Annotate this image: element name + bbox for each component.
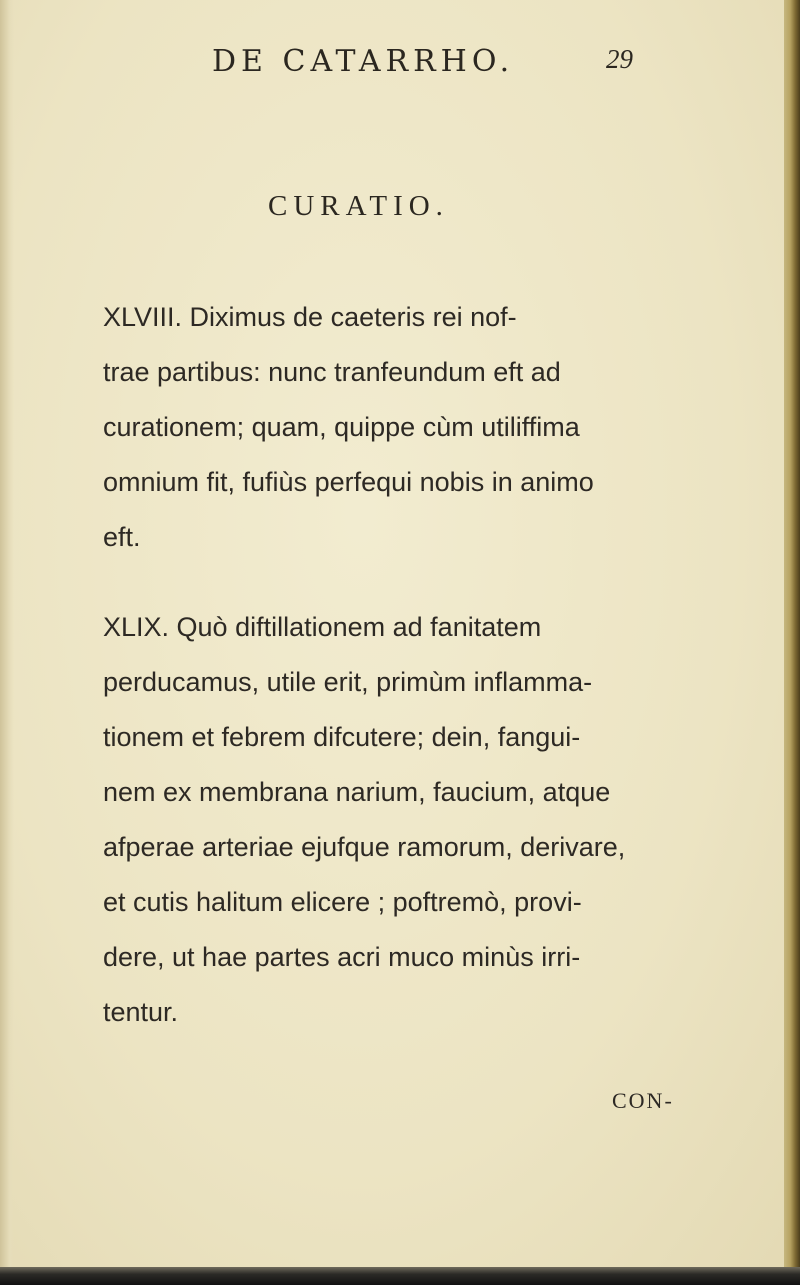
running-header	[0, 44, 800, 84]
text-line: XLIX. Quò diftillationem ad fanitatem	[103, 612, 542, 642]
text-line: dere, ut hae partes acri muco minùs irri-	[103, 942, 581, 972]
text-line: afperae arteriae ejufque ramorum, derivare,	[103, 832, 626, 862]
text-line: curationem; quam, quippe cùm utiliffima	[103, 412, 580, 442]
text-line: XLVIII. Diximus de caeteris rei nof-	[103, 302, 517, 332]
page-left-edge	[0, 0, 14, 1285]
page-bottom-edge	[0, 1267, 800, 1285]
text-line: omnium fit, fufiùs perfequi nobis in animo	[103, 467, 594, 497]
text-line: trae partibus: nunc tranfeundum eft ad	[103, 357, 561, 387]
page-number: 29	[606, 44, 633, 74]
text-line: perducamus, utile erit, primùm inflamma-	[103, 667, 593, 697]
section-heading: CURATIO.	[268, 190, 449, 222]
text-line: eft.	[103, 522, 141, 552]
catchword: CON-	[612, 1088, 674, 1113]
text-line: tionem et febrem difcutere; dein, fangui-	[103, 722, 581, 752]
running-title: DE CATARRHO.	[212, 44, 515, 79]
text-line: et cutis halitum elicere ; poftremò, provi-	[103, 887, 582, 917]
text-line: nem ex membrana narium, faucium, atque	[103, 777, 611, 807]
page-right-edge	[784, 0, 800, 1285]
text-line: tentur.	[103, 997, 179, 1027]
